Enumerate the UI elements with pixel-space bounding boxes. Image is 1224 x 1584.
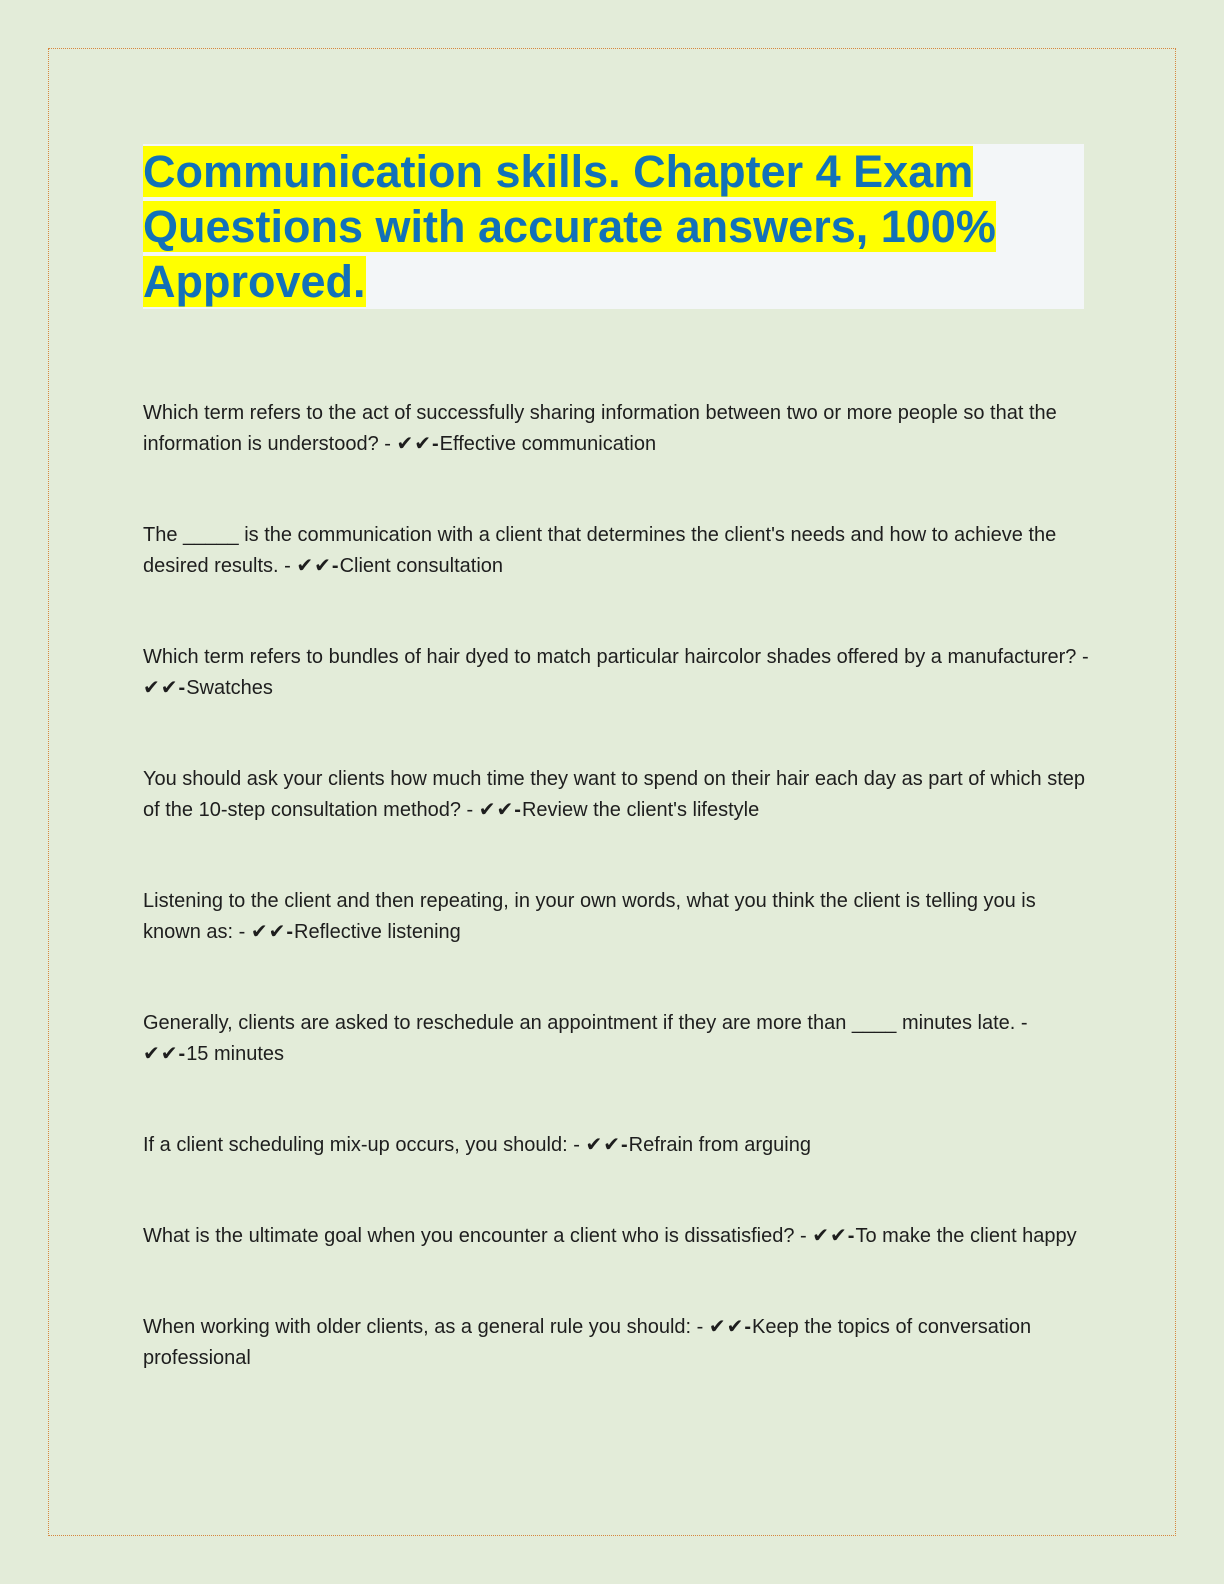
checkmarks-icon: ✔✔- (143, 1043, 187, 1065)
answer-text: Refrain from arguing (628, 1134, 811, 1156)
qa-item (143, 1008, 1093, 1070)
separator: - (567, 1134, 586, 1156)
question-text: You should ask your clients how much time they want to spend on their hair each day as part of which step of the 10-step consultation method? (143, 768, 1086, 821)
question-text: If a client scheduling mix-up occurs, you should: (143, 1134, 568, 1156)
qa-item (143, 1221, 1093, 1252)
checkmarks-icon: ✔✔- (143, 677, 187, 699)
answer-text: To make the client happy (855, 1225, 1077, 1247)
title-line (143, 144, 1084, 199)
title-panel (143, 144, 1084, 309)
title-highlight: Communication skills. Chapter 4 Exam (143, 146, 974, 197)
qa-list (143, 398, 1093, 1374)
separator: - (1015, 1012, 1028, 1034)
title-line (143, 199, 1084, 254)
checkmarks-icon: ✔✔- (478, 799, 522, 821)
answer-text: 15 minutes (186, 1043, 285, 1065)
question-text: What is the ultimate goal when you encounter a client who is dissatisfied? (143, 1225, 795, 1247)
page-title (143, 144, 1084, 309)
qa-item (143, 886, 1093, 948)
checkmarks-icon: ✔✔- (250, 921, 295, 943)
question-text: Generally, clients are asked to reschedule an appointment if they are more than ____ minutes late. (143, 1012, 1016, 1034)
checkmarks-icon: ✔✔- (296, 555, 340, 577)
qa-item (143, 1130, 1093, 1161)
answer-text: Keep the topics of conversation professional (143, 1316, 1032, 1369)
title-highlight: Questions with accurate answers, 100% (143, 201, 996, 252)
separator: - (278, 555, 297, 577)
page-content (143, 144, 1093, 1374)
question-text: When working with older clients, as a general rule you should: (143, 1316, 692, 1338)
qa-item (143, 764, 1093, 826)
separator: - (1076, 646, 1089, 668)
title-line (143, 254, 1084, 309)
question-text: Listening to the client and then repeating, in your own words, what you think the client is telling you is known as: (143, 890, 1036, 943)
answer-text: Reflective listening (294, 921, 461, 943)
separator: - (794, 1225, 813, 1247)
answer-text: Review the client's lifestyle (521, 799, 760, 821)
qa-item (143, 642, 1093, 704)
answer-text: Client consultation (339, 555, 504, 577)
answer-text: Swatches (186, 677, 273, 699)
separator: - (378, 433, 397, 455)
checkmarks-icon: ✔✔- (585, 1134, 629, 1156)
separator: - (233, 921, 251, 943)
answer-text: Effective communication (439, 433, 657, 455)
question-text: Which term refers to bundles of hair dyed to match particular haircolor shades offered by a manufacturer? (143, 646, 1077, 668)
title-highlight: Approved. (143, 256, 366, 307)
checkmarks-icon: ✔✔- (812, 1225, 856, 1247)
checkmarks-icon: ✔✔- (708, 1316, 753, 1338)
qa-item (143, 520, 1093, 582)
checkmarks-icon: ✔✔- (396, 433, 440, 455)
qa-item (143, 1312, 1093, 1374)
separator: - (461, 799, 479, 821)
qa-item (143, 398, 1093, 460)
question-text: Which term refers to the act of successfully sharing information between two or more people so that the information is understood? (143, 402, 1057, 455)
question-text: The _____ is the communication with a client that determines the client's needs and how to achieve the desired results. (143, 524, 1057, 577)
separator: - (691, 1316, 709, 1338)
